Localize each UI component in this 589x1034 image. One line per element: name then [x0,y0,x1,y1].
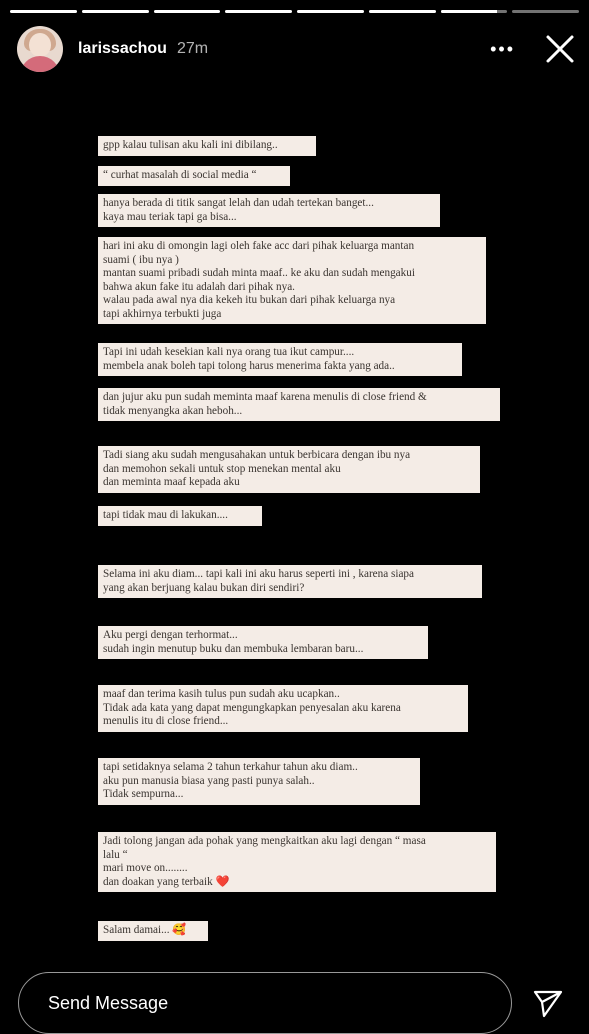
story-text-line: Tidak sempurna... [103,788,184,800]
story-text-line: tapi setidaknya selama 2 tahun terkahur tahun aku diam.. [103,761,358,773]
story-text-box [98,194,440,227]
story-text-line: suami ( ibu nya ) [103,253,179,266]
story-text-box [98,565,482,598]
story-text-box [98,832,496,892]
progress-segment [369,10,436,13]
more-options-icon[interactable]: ••• [490,39,515,59]
close-icon[interactable] [543,32,577,66]
story-text-line: hari ini aku di omongin lagi oleh fake acc dari pihak keluarga mantan [103,240,415,252]
story-text-line: hanya berada di titik sangat lelah dan udah tertekan banget... [103,197,374,209]
story-text-line: aku pun manusia biasa yang pasti punya salah.. [103,774,315,787]
story-text-line: maaf dan terima kasih tulus pun sudah aku ucapkan.. [103,688,340,700]
story-text-line: Tidak ada kata yang dapat mengungkapkan penyesalan aku karena [103,701,401,714]
story-text-line: Selama ini aku diam... tapi kali ini aku harus seperti ini , karena siapa [103,568,414,580]
story-text-box [98,506,262,526]
progress-segment [82,10,149,13]
send-message-input[interactable] [18,972,512,1034]
story-text-box [98,166,290,186]
story-text-line: dan meminta maaf kepada aku [103,476,240,488]
story-text-box [98,237,486,324]
story-text-line: lalu “ [103,848,128,861]
story-text-line: membela anak boleh tapi tolong harus menerima fakta yang ada.. [103,359,395,372]
progress-segment [225,10,292,13]
username[interactable]: larissachou [78,40,167,57]
story-text-line: kaya mau teriak tapi ga bisa... [103,210,237,223]
story-text-box [98,136,316,156]
post-time: 27m [176,40,209,57]
story-text-line: menulis itu di close friend... [103,715,229,727]
story-text-line: tapi akhirnya terbukti juga [103,307,222,320]
send-icon[interactable] [532,988,564,1020]
story-text-line: yang akan berjuang kalau bukan diri sendiri? [103,581,305,594]
story-header [17,26,577,72]
story-text-line: dan doakan yang terbaik ❤️ [103,875,230,888]
story-text-line: Tapi ini udah kesekian kali nya orang tua ikut campur.... [103,346,355,358]
story-text-box [98,758,420,805]
story-text-line: “ curhat masalah di social media “ [103,169,257,181]
story-text-line: sudah ingin menutup buku dan membuka lembaran baru... [103,642,364,655]
story-text-line: mantan suami pribadi sudah minta maaf.. ke aku dan sudah mengakui [103,267,415,279]
story-text-line: Salam damai... 🥰 [103,924,187,936]
story-progress-bar [10,10,579,13]
story-text-box [98,921,208,941]
send-message-placeholder: Send Message [48,993,169,1013]
progress-segment [512,10,579,13]
story-text-line: tapi tidak mau di lakukan.... [103,509,228,521]
story-text-box [98,388,500,421]
story-text-line: Tadi siang aku sudah mengusahakan untuk berbicara dengan ibu nya [103,449,411,461]
story-text-line: bahwa akun fake itu adalah dari pihak nya. [103,280,295,293]
progress-segment [10,10,77,13]
story-text-line: dan memohon sekali untuk stop menekan mental aku [103,462,341,475]
story-text-line: mari move on........ [103,862,188,874]
story-text-box [98,446,480,493]
progress-segment [154,10,221,13]
progress-segment [297,10,364,13]
story-text-box [98,626,428,659]
story-text-box [98,685,468,732]
story-text-line: tidak menyangka akan heboh... [103,404,243,417]
progress-segment [441,10,508,13]
story-text-line: Jadi tolong jangan ada pohak yang mengkaitkan aku lagi dengan “ masa [103,835,426,847]
story-text-line: Aku pergi dengan terhormat... [103,629,238,641]
avatar[interactable] [17,26,63,72]
story-text-line: gpp kalau tulisan aku kali ini dibilang.. [103,139,278,151]
story-text-line: dan jujur aku pun sudah meminta maaf karena menulis di close friend & [103,391,427,403]
story-text-box [98,343,462,376]
story-text-line: walau pada awal nya dia kekeh itu bukan dari pihak keluarga nya [103,294,396,306]
